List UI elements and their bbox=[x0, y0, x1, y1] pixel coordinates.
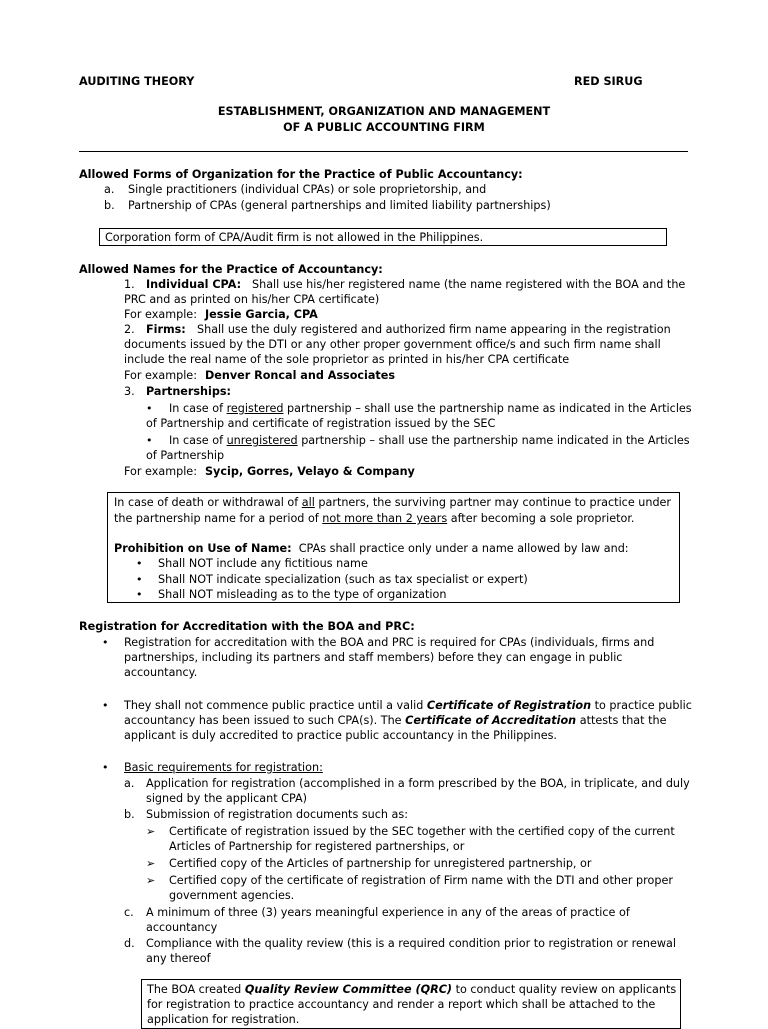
req-b-sub1-line1: Certificate of registration issued by the SEC together with the certified copy of the current bbox=[169, 825, 675, 838]
req-d-line1: Compliance with the quality review (this is a required condition prior to registration or renewal bbox=[146, 937, 676, 950]
doc-title-line1: ESTABLISHMENT, ORGANIZATION AND MANAGEMENT bbox=[217, 105, 551, 118]
title-divider bbox=[79, 151, 688, 152]
bullet-icon: • bbox=[102, 761, 109, 774]
req-c-marker: c. bbox=[124, 906, 134, 919]
corporation-note-box bbox=[99, 228, 667, 246]
names-item2-label: Firms: bbox=[146, 323, 186, 336]
bullet-icon: • bbox=[136, 557, 143, 570]
qrc-box bbox=[141, 979, 681, 1029]
names-item3-example-label: For example: bbox=[124, 465, 197, 478]
req-c-line2: accountancy bbox=[146, 921, 218, 934]
names-item2-marker: 2. bbox=[124, 323, 135, 336]
reg-p1-line3: accountancy. bbox=[124, 666, 198, 679]
qrc-line1: The BOA created Quality Review Committee (QRC) to conduct quality review on applicants bbox=[147, 983, 677, 996]
bullet-icon: • bbox=[146, 402, 153, 415]
box2-line2: the partnership name for a period of not more than 2 years after becoming a sole proprietor. bbox=[114, 512, 635, 525]
author-name: RED SIRUG bbox=[574, 75, 643, 88]
names-item3-bullet1: In case of registered partnership – shall use the partnership name as indicated in the Articles bbox=[169, 402, 692, 415]
partner-prohibition-box bbox=[107, 492, 680, 603]
bullet-icon: • bbox=[146, 434, 153, 447]
names-item1-example-label: For example: bbox=[124, 308, 197, 321]
forms-item-b-marker: b. bbox=[104, 199, 115, 212]
registration-heading: Registration for Accreditation with the BOA and PRC: bbox=[79, 620, 415, 633]
req-b-sub3-line1: Certified copy of the certificate of registration of Firm name with the DTI and other proper bbox=[169, 874, 673, 887]
bullet-icon: • bbox=[136, 573, 143, 586]
box2-line1: In case of death or withdrawal of all partners, the surviving partner may continue to practice under bbox=[114, 496, 672, 509]
req-a-line1: Application for registration (accomplished in a form prescribed by the BOA, in triplicate, and duly bbox=[146, 777, 690, 790]
forms-item-a: Single practitioners (individual CPAs) or sole proprietorship, and bbox=[128, 183, 487, 196]
names-item3-bullet2-line2: of Partnership bbox=[146, 449, 225, 462]
prohibition-label: Prohibition on Use of Name: bbox=[114, 542, 292, 555]
forms-item-a-marker: a. bbox=[104, 183, 115, 196]
names-item3-bullet1-line2: of Partnership and certificate of registration issued by the SEC bbox=[146, 417, 496, 430]
names-item1-text2: PRC and as printed on his/her CPA certificate) bbox=[124, 293, 380, 306]
basic-requirements-label: Basic requirements for registration: bbox=[124, 761, 323, 774]
names-item1-label: Individual CPA: bbox=[146, 278, 242, 291]
req-c-line1: A minimum of three (3) years meaningful experience in any of the areas of practice of bbox=[146, 906, 630, 919]
req-b-sub1-line2: Articles of Partnership for registered partnerships, or bbox=[169, 840, 465, 853]
names-item3-marker: 3. bbox=[124, 385, 135, 398]
bullet-icon: • bbox=[136, 588, 143, 601]
prohibition-text: CPAs shall practice only under a name allowed by law and: bbox=[298, 542, 629, 555]
bullet-icon: • bbox=[102, 636, 109, 649]
names-item3-example: Sycip, Gorres, Velayo & Company bbox=[205, 465, 415, 478]
reg-p2-line3: applicant is duly accredited to practice public accountancy in the Philippines. bbox=[124, 729, 557, 742]
names-item2-text2: documents issued by the DTI or any other proper government office/s and such firm name shall bbox=[124, 338, 661, 351]
names-item2-example: Denver Roncal and Associates bbox=[205, 369, 395, 382]
req-d-line2: any thereof bbox=[146, 952, 211, 965]
names-item1-text1: Shall use his/her registered name (the name registered with the BOA and the bbox=[252, 278, 686, 291]
req-d-marker: d. bbox=[124, 937, 135, 950]
names-item2-text3: include the real name of the sole proprietor as printed in his/her CPA certificate bbox=[124, 353, 570, 366]
arrow-bullet-icon: ➢ bbox=[146, 825, 156, 838]
doc-title-line2: OF A PUBLIC ACCOUNTING FIRM bbox=[283, 121, 485, 134]
req-b-line1: Submission of registration documents such as: bbox=[146, 808, 408, 821]
course-title: AUDITING THEORY bbox=[79, 75, 195, 88]
names-item3-bullet2: In case of unregistered partnership – shall use the partnership name indicated in the Articles bbox=[169, 434, 690, 447]
qrc-line3: application for registration. bbox=[147, 1013, 300, 1026]
req-b-sub3-line2: government agencies. bbox=[169, 889, 295, 902]
prohibition-bullet-1: Shall NOT include any fictitious name bbox=[158, 557, 368, 570]
qrc-line2: for registration to practice accountancy and render a report which shall be attached to the bbox=[147, 998, 656, 1011]
forms-item-b: Partnership of CPAs (general partnerships and limited liability partnerships) bbox=[128, 199, 551, 212]
arrow-bullet-icon: ➢ bbox=[146, 874, 156, 887]
req-b-sub2-line1: Certified copy of the Articles of partnership for unregistered partnership, or bbox=[169, 857, 592, 870]
prohibition-line bbox=[114, 541, 629, 556]
reg-p2-line1: They shall not commence public practice until a valid Certificate of Registration to practice public bbox=[124, 699, 692, 712]
req-b-marker: b. bbox=[124, 808, 135, 821]
names-heading: Allowed Names for the Practice of Accountancy: bbox=[79, 263, 383, 276]
names-item2-example-label: For example: bbox=[124, 369, 197, 382]
forms-heading: Allowed Forms of Organization for the Practice of Public Accountancy: bbox=[79, 168, 523, 181]
names-item2-text1: Shall use the duly registered and authorized firm name appearing in the registration bbox=[197, 323, 671, 336]
names-item1-example: Jessie Garcia, CPA bbox=[205, 308, 318, 321]
names-item1-marker: 1. bbox=[124, 278, 135, 291]
corporation-note: Corporation form of CPA/Audit firm is not allowed in the Philippines. bbox=[105, 231, 484, 244]
req-a-marker: a. bbox=[124, 777, 135, 790]
req-a-line2: signed by the applicant CPA) bbox=[146, 792, 308, 805]
reg-p2-line2: accountancy has been issued to such CPA(s). The Certificate of Accreditation attests that the bbox=[124, 714, 667, 727]
reg-p1-line1: Registration for accreditation with the BOA and PRC is required for CPAs (individuals, firms and bbox=[124, 636, 655, 649]
bullet-icon: • bbox=[102, 699, 109, 712]
arrow-bullet-icon: ➢ bbox=[146, 857, 156, 870]
reg-p1-line2: partnerships, including its partners and staff members) before they can engage in public bbox=[124, 651, 623, 664]
prohibition-bullet-3: Shall NOT misleading as to the type of organization bbox=[158, 588, 447, 601]
names-item3-label: Partnerships: bbox=[146, 385, 231, 398]
prohibition-bullet-2: Shall NOT indicate specialization (such as tax specialist or expert) bbox=[158, 573, 528, 586]
